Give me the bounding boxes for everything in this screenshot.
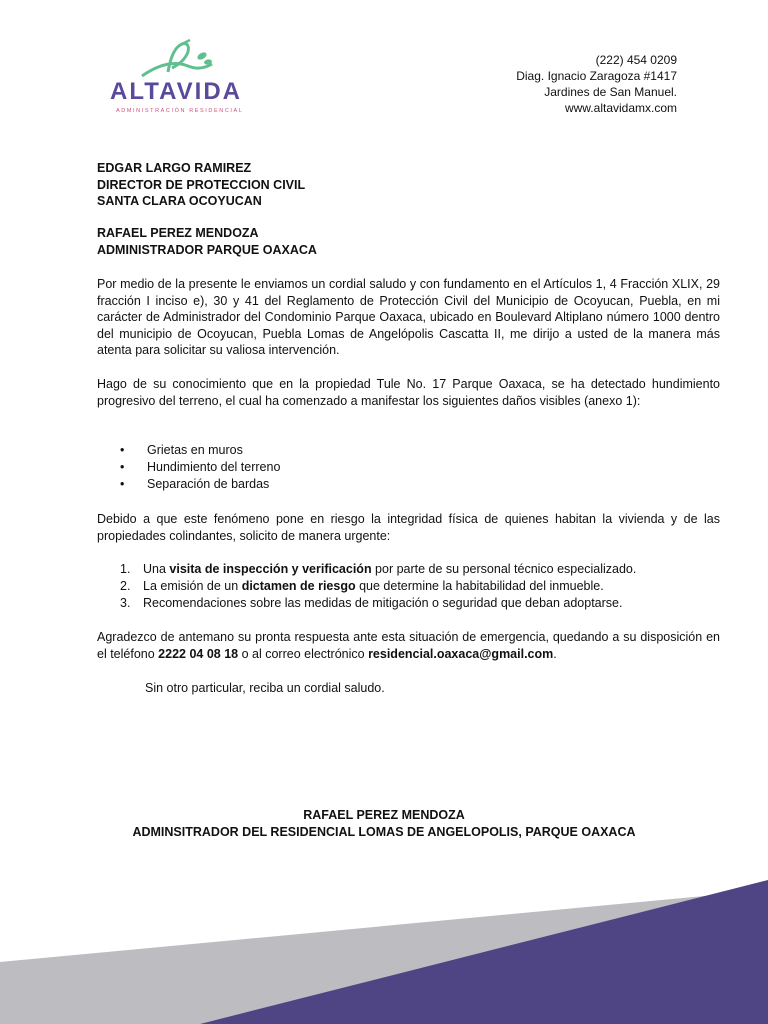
list-item: • Hundimiento del terreno	[120, 460, 281, 474]
closing-line: Sin otro particular, reciba un cordial saludo.	[145, 681, 385, 695]
addressee-name: EDGAR LARGO RAMIREZ	[97, 161, 252, 175]
list-item: 1. Una visita de inspección y verificación por parte de su personal técnico especializado.	[120, 562, 637, 576]
signature-block	[0, 807, 768, 840]
logo-wordmark: ALTAVIDA	[110, 78, 242, 105]
list-item: • Grietas en muros	[120, 443, 243, 457]
damage-list	[120, 442, 280, 493]
paragraph-contact: Agradezco de antemano su pronta respuesta ante esta situación de emergencia, quedando a su disposición en el teléfono 2222 04 08 18 o al correo electrónico residencial.oaxaca@gmail.com.	[97, 630, 720, 661]
list-item: 3. Recomendaciones sobre las medidas de mitigación o seguridad que deban adoptarse.	[120, 596, 623, 610]
request-list	[120, 561, 636, 612]
contact-website: www.altavidamx.com	[564, 101, 677, 115]
signature-name: RAFAEL PEREZ MENDOZA	[303, 808, 465, 822]
paragraph-intro: Por medio de la presente le enviamos un cordial saludo y con fundamento en el Artículos 1, 4 Fracción XLIX, 29 fracción I inciso e), 30 y 41 del Reglamento de Protección Civil del Municipio de Ocoyucan, Puebla, en mi carácter de Administrador del Condominio Parque Oaxaca, ubicado en Boulevard Altiplano número 1000 dentro del municipio de Ocoyucan, Puebla Lomas de Angelópolis Cascatta II, me dirijo a usted de la manera más atenta para solicitar su valiosa intervención.	[97, 277, 720, 357]
addressee-title: DIRECTOR DE PROTECCION CIVIL	[97, 177, 306, 192]
contact-phone-bold: 2222 04 08 18	[158, 646, 239, 661]
contact-email-bold: residencial.oaxaca@gmail.com	[368, 646, 554, 661]
contact-address-line1: Diag. Ignacio Zaragoza #1417	[516, 69, 677, 83]
logo-tagline: ADMINISTRACIÓN RESIDENCIAL	[116, 108, 244, 114]
addressee-block	[97, 160, 305, 210]
addressee-location: SANTA CLARA OCOYUCAN	[97, 194, 262, 208]
contact-phone: (222) 454 0209	[595, 53, 677, 67]
contact-info	[516, 52, 677, 116]
paragraph-request-intro: Debido a que este fenómeno pone en riesgo la integridad física de quienes habitan la vivienda y de las propiedades colindantes, solicito de manera urgente:	[97, 512, 720, 543]
sender-name: RAFAEL PEREZ MENDOZA	[97, 226, 259, 240]
sender-title: ADMINISTRADOR PARQUE OAXACA	[97, 242, 317, 257]
footer-decoration	[0, 880, 768, 1024]
list-item: • Separación de bardas	[120, 477, 270, 491]
signature-title: ADMINSITRADOR DEL RESIDENCIAL LOMAS DE ANGELOPOLIS, PARQUE OAXACA	[132, 824, 636, 839]
sender-block	[97, 225, 317, 258]
list-item: 2. La emisión de un dictamen de riesgo que determine la habitabilidad del inmueble.	[120, 579, 604, 593]
company-logo	[104, 38, 254, 118]
paragraph-damage-report: Hago de su conocimiento que en la propiedad Tule No. 17 Parque Oaxaca, se ha detectado hundimiento progresivo del terreno, el cual ha comenzado a manifestar los siguientes daños visibles (anexo 1):	[97, 377, 720, 408]
contact-address-line2: Jardines de San Manuel.	[544, 85, 677, 99]
